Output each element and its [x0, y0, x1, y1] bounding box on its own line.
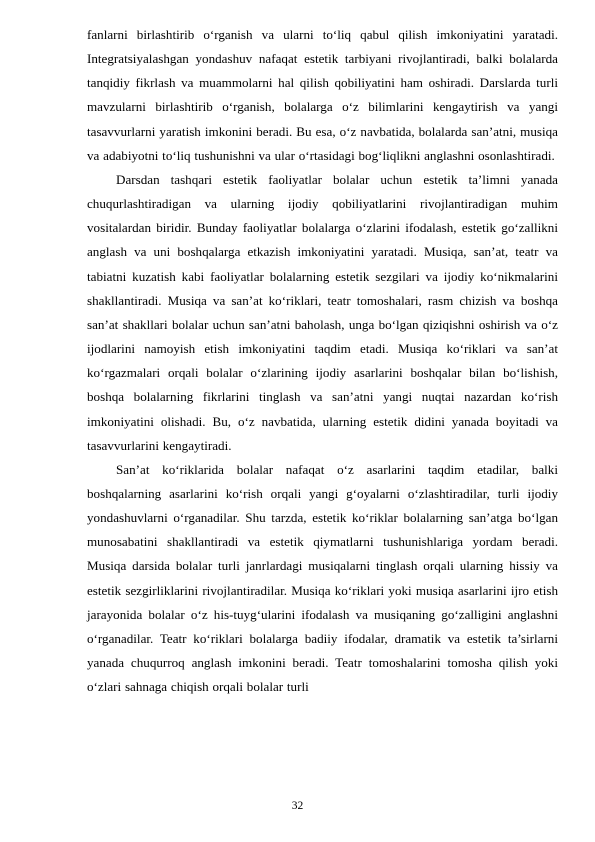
body-text — [87, 23, 558, 699]
paragraph-art-reviews: San’at ko‘riklarida bolalar nafaqat o‘z asarlarini taqdim etadilar, balki boshqalarning asarlarini ko‘rish orqali yangi g‘oyalarni o‘zlashtiradilar, turli ijodiy yondashuvlarni o‘rganadilar. Shu tarzda, estetik ko‘riklar bolalarning san’atga bo‘lgan munosabatini shakllantiradi va estetik qiymatlarni tushunishlariga yordam beradi. Musiqa darsida bolalar turli janrlardagi musiqalarni tinglash orqali ularning hissiy va estetik sezgirliklarini rivojlantiradilar. Musiqa ko‘riklari yoki musiqa asarlarini ijro etish jarayonida bolalar o‘z his-tuyg‘ularini ifodalash va musiqaning go‘zalligini anglashni o‘rganadilar. Teatr ko‘riklari bolalarga badiiy ifodalar, dramatik va estetik ta’sirlarni yanada chuqurroq anglash imkonini beradi. Teatr tomoshalarini tomosha qilish yoki o‘zlari sahnaga chiqish orqali bolalar turli — [87, 461, 558, 695]
paragraph-extracurricular-activities: Darsdan tashqari estetik faoliyatlar bolalar uchun estetik ta’limni yanada chuqurlashtiradigan va ularning ijodiy qobiliyatlarini rivojlantiradigan muhim vositalardan biridir. Bunday faoliyatlar bolalarga o‘zlarini ifodalash, estetik go‘zallikni anglash va uni boshqalarga etkazish imkoniyatini yaratadi. Musiqa, san’at, teatr va tabiatni kuzatish kabi faoliyatlar bolalarning estetik sezgilari va ijodiy ko‘nikmalarini shakllantiradi. Musiqa va san’at ko‘riklari, teatr tomoshalari, rasm chizish va boshqa san’at shakllari bolalar uchun san’atni baholash, unga bo‘lgan qiziqishni oshirish va o‘z ijodlarini namoyish etish imkoniyatini taqdim etadi. Musiqa ko‘riklari va san’at ko‘rgazmalari orqali bolalar o‘zlarining ijodiy asarlarini boshqalar bilan bo‘lishish, boshqa bolalarning fikrlarini tinglash va san’atni yangi nuqtai nazardan ko‘rish imkoniyatini olishadi. Bu, o‘z navbatida, ularning estetik didini yanada boyitadi va tasavvurlarini kengaytiradi. — [87, 171, 558, 453]
paragraph-continuation: fanlarni birlashtirib o‘rganish va ularni to‘liq qabul qilish imkoniyatini yaratadi. Integratsiyalashgan yondashuv nafaqat estetik tarbiyani rivojlantiradi, balki bolalarda tanqidiy fikrlash va muammolarni hal qilish qobiliyatini ham oshiradi. Darslarda turli mavzularni birlashtirib o‘rganish, bolalarga o‘z bilimlarini kengaytirish va yangi tasavvurlarni yaratish imkonini beradi. Bu esa, o‘z navbatida, bolalarda san’atni, musiqa va adabiyotni to‘liq tushunishni va ular o‘rtasidagi bog‘liqlikni anglashni osonlashtiradi. — [87, 27, 558, 163]
page-number: 32 — [291, 800, 304, 812]
